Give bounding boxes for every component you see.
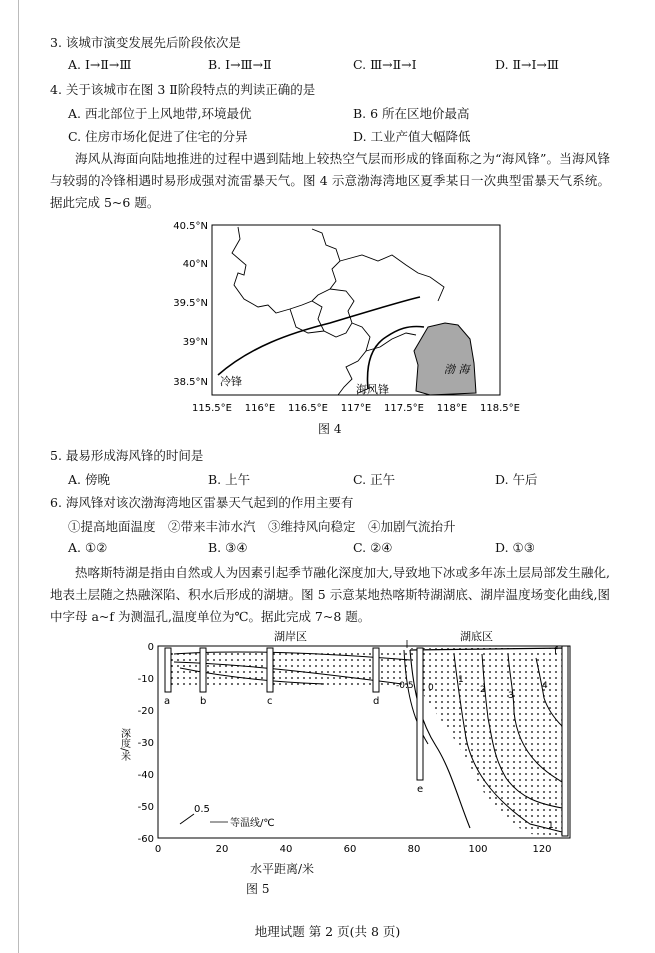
x-tick: 60: [343, 844, 357, 855]
q4-option-d: D. 工业产值大幅降低: [353, 129, 471, 144]
q3-option-c: C. Ⅲ→Ⅱ→Ⅰ: [353, 57, 417, 72]
shore-zone-label: 湖岸区: [274, 630, 307, 643]
q3-option-d: D. Ⅱ→Ⅰ→Ⅲ: [495, 57, 559, 72]
lakebed-zone-label: 湖底区: [460, 630, 493, 643]
lat-label: 39.5°N: [173, 298, 208, 309]
y-axis-label: 深度/米: [118, 728, 130, 762]
intro-paragraph-7-8: 热喀斯特湖是指由自然或人为因素引起季节融化深度加大,导致地下冰或多年冻土层局部发生融化,地表土层随之热融深陷、积水后形成的湖塘。图 5 示意某地热喀斯特湖湖底、湖岸温度场变化曲线,图中字母 a~f 为测温孔,温度单位为℃。据此完成 7~8 题。: [50, 565, 610, 624]
x-tick: 0: [154, 844, 162, 855]
lon-label: 116°E: [244, 403, 276, 414]
x-axis: [155, 844, 552, 855]
q6-option-b: B. ③④: [208, 540, 248, 555]
y-tick: -60: [137, 834, 154, 845]
borehole-d: [373, 648, 379, 692]
y-tick: 0: [147, 642, 154, 653]
q4-option-a: A. 西北部位于上风地带,环境最优: [68, 106, 252, 121]
borehole-b: [200, 648, 206, 692]
q3-stem: 3. 该城市演变发展先后阶段依次是: [50, 35, 241, 50]
legend-value: 0.5: [194, 804, 210, 815]
binding-margin-line: [18, 0, 19, 953]
lat-label: 40.5°N: [173, 221, 208, 232]
intro-paragraph-5-6: 海风从海面向陆地推进的过程中遇到陆地上较热空气层而形成的锋面称之为“海风锋”。当海风锋与较弱的冷锋相遇时易形成强对流雷暴天气。图 4 示意渤海湾地区夏季某日一次典型雷暴天气系统。据此完成 5~6 题。: [50, 151, 610, 210]
isotherm-label: 0: [428, 683, 434, 693]
q4-stem: 4. 关于该城市在图 3 Ⅱ阶段特点的判读正确的是: [50, 82, 316, 97]
isotherm-label: 1: [458, 675, 464, 685]
lat-label: 38.5°N: [173, 377, 208, 388]
figure-4-caption: 图 4: [318, 422, 342, 436]
q5-option-b: B. 上午: [208, 472, 251, 487]
borehole-label: e: [417, 784, 424, 795]
borehole-c: [267, 648, 273, 692]
sea-label: 渤 海: [444, 363, 470, 376]
borehole-label: b: [200, 696, 207, 707]
borehole-a: [165, 648, 171, 692]
borehole-label: d: [373, 696, 380, 707]
lon-label: 115.5°E: [192, 403, 232, 414]
borehole-f: [562, 646, 568, 836]
q6-option-d: D. ①③: [495, 540, 535, 555]
legend-text: 等温线/℃: [230, 818, 275, 829]
longitude-labels: [192, 403, 520, 414]
lat-label: 40°N: [182, 259, 208, 270]
borehole-label: f: [554, 646, 558, 657]
q3-option-b: B. Ⅰ→Ⅲ→Ⅱ: [208, 57, 272, 72]
q5-stem: 5. 最易形成海风锋的时间是: [50, 448, 204, 463]
isotherm-label: -0.5: [396, 681, 414, 691]
figure-5-temperature-profile: [110, 628, 590, 858]
y-tick: -50: [137, 802, 154, 813]
x-axis-label: 水平距离/米: [250, 862, 315, 876]
x-tick: 40: [279, 844, 293, 855]
lon-label: 117.5°E: [384, 403, 424, 414]
latitude-labels: [173, 221, 208, 388]
q6-option-c: C. ②④: [353, 540, 393, 555]
page-footer: 地理试题 第 2 页(共 8 页): [254, 924, 401, 939]
figure-4-map: [140, 215, 540, 420]
isotherm-label: 3: [508, 691, 514, 701]
borehole-e: [417, 648, 423, 780]
lon-label: 118°E: [436, 403, 468, 414]
figure-5-caption: 图 5: [246, 882, 270, 896]
lon-label: 116.5°E: [288, 403, 328, 414]
q6-stem: 6. 海风锋对该次渤海湾地区雷暴天气起到的作用主要有: [50, 495, 354, 510]
q6-option-a: A. ①②: [68, 540, 108, 555]
q3-option-a: A. Ⅰ→Ⅱ→Ⅲ: [68, 57, 132, 72]
cold-front-label: 冷锋: [220, 375, 242, 388]
isotherm-label: 4: [542, 681, 548, 691]
q5-option-a: A. 傍晚: [68, 472, 110, 487]
x-tick: 80: [407, 844, 421, 855]
borehole-label: a: [164, 696, 171, 707]
y-tick: -40: [137, 770, 154, 781]
y-tick: -20: [137, 706, 154, 717]
q5-option-c: C. 正午: [353, 472, 396, 487]
lat-label: 39°N: [182, 337, 208, 348]
q6-items: ①提高地面温度 ②带来丰沛水汽 ③维持风向稳定 ④加剧气流抬升: [68, 519, 456, 534]
q5-option-d: D. 午后: [495, 472, 538, 487]
q4-option-c: C. 住房市场化促进了住宅的分异: [68, 129, 248, 144]
y-tick: -30: [137, 738, 154, 749]
lon-label: 117°E: [340, 403, 372, 414]
x-tick: 20: [215, 844, 229, 855]
q4-option-b: B. 6 所在区地价最高: [353, 106, 470, 121]
y-axis: [138, 642, 154, 845]
lon-label: 118.5°E: [480, 403, 520, 414]
y-tick: -10: [137, 674, 154, 685]
isotherm-label: 2: [480, 685, 486, 695]
borehole-label: c: [267, 696, 273, 707]
x-tick: 100: [468, 844, 488, 855]
x-tick: 120: [532, 844, 552, 855]
isotherm-label: 1: [548, 821, 554, 831]
sea-breeze-front-label: 海风锋: [356, 383, 389, 396]
